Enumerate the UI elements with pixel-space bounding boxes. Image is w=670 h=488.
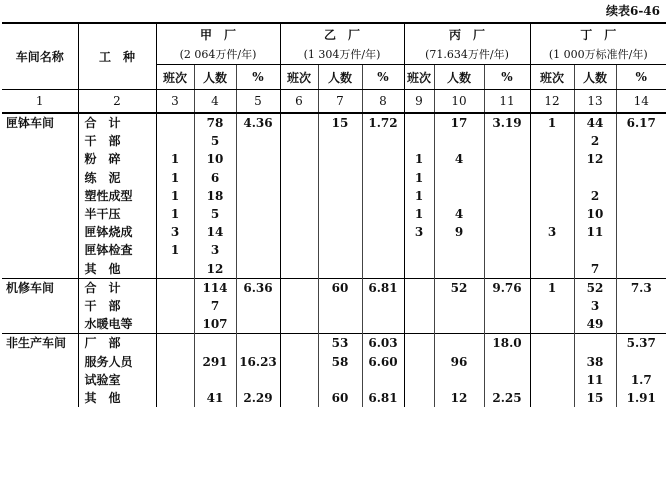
cell-value <box>236 132 280 150</box>
cell-value <box>404 132 434 150</box>
col-number: 7 <box>318 90 362 114</box>
cell-kind: 服务人员 <box>78 352 156 370</box>
header-row-factories <box>2 23 666 44</box>
sub-pct: % <box>616 65 666 90</box>
col-number: 1 <box>2 90 78 114</box>
cell-value <box>362 132 404 150</box>
cell-value <box>530 297 574 315</box>
cell-value <box>404 297 434 315</box>
factory-name-d: 丁 厂 <box>530 23 666 44</box>
cell-value <box>280 371 318 389</box>
cell-value <box>404 352 434 370</box>
cell-kind: 干 部 <box>78 132 156 150</box>
cell-value <box>530 389 574 407</box>
cell-value: 6.03 <box>362 334 404 353</box>
cell-dept <box>2 389 78 407</box>
cell-value: 1 <box>404 187 434 205</box>
cell-value <box>280 278 318 297</box>
cell-value <box>616 352 666 370</box>
cell-value <box>616 241 666 259</box>
sub-shift: 班次 <box>530 65 574 90</box>
cell-value <box>318 169 362 187</box>
cell-dept <box>2 371 78 389</box>
cell-value <box>404 278 434 297</box>
cell-value <box>362 241 404 259</box>
cell-kind: 半干压 <box>78 205 156 223</box>
cell-value <box>574 169 616 187</box>
cell-value <box>280 297 318 315</box>
cell-value: 38 <box>574 352 616 370</box>
col-number: 11 <box>484 90 530 114</box>
cell-value <box>280 132 318 150</box>
table-row <box>2 205 666 223</box>
cell-value: 9.76 <box>484 278 530 297</box>
table-row <box>2 132 666 150</box>
table-row <box>2 371 666 389</box>
cell-kind: 塑性成型 <box>78 187 156 205</box>
cell-value <box>616 205 666 223</box>
cell-value: 3 <box>156 223 194 241</box>
cell-value <box>616 169 666 187</box>
cell-value: 6.60 <box>362 352 404 370</box>
cell-value: 1 <box>156 241 194 259</box>
cell-value <box>318 371 362 389</box>
cell-value <box>484 241 530 259</box>
factory-capacity-d: (1 000万标准件/年) <box>530 44 666 65</box>
cell-value: 3 <box>194 241 236 259</box>
factory-name-a: 甲 厂 <box>156 23 280 44</box>
cell-value <box>318 260 362 279</box>
cell-value <box>280 205 318 223</box>
cell-value: 2 <box>574 187 616 205</box>
cell-value: 6.81 <box>362 278 404 297</box>
cell-value <box>530 260 574 279</box>
cell-value <box>362 223 404 241</box>
cell-value <box>530 315 574 334</box>
header-kind: 工 种 <box>78 23 156 90</box>
cell-value: 11 <box>574 223 616 241</box>
col-number: 6 <box>280 90 318 114</box>
cell-kind: 匣钵检查 <box>78 241 156 259</box>
cell-value <box>318 223 362 241</box>
cell-value: 41 <box>194 389 236 407</box>
cell-value <box>484 205 530 223</box>
cell-dept <box>2 352 78 370</box>
table-row <box>2 315 666 334</box>
cell-value: 1 <box>404 150 434 168</box>
cell-value <box>484 187 530 205</box>
table-row <box>2 241 666 259</box>
cell-value <box>574 241 616 259</box>
cell-value: 18.0 <box>484 334 530 353</box>
table-row <box>2 278 666 297</box>
col-number: 4 <box>194 90 236 114</box>
cell-value <box>484 297 530 315</box>
cell-value <box>236 371 280 389</box>
cell-value <box>156 334 194 353</box>
sub-people: 人数 <box>574 65 616 90</box>
cell-kind: 合 计 <box>78 278 156 297</box>
header-dept: 车间名称 <box>2 23 78 90</box>
cell-value: 12 <box>574 150 616 168</box>
cell-value: 5.37 <box>616 334 666 353</box>
factory-capacity-a: (2 064万件/年) <box>156 44 280 65</box>
table-row <box>2 352 666 370</box>
cell-value: 4 <box>434 205 484 223</box>
cell-value <box>318 150 362 168</box>
cell-value: 2.25 <box>484 389 530 407</box>
cell-value <box>434 169 484 187</box>
col-number: 3 <box>156 90 194 114</box>
cell-kind: 干 部 <box>78 297 156 315</box>
cell-value: 1.7 <box>616 371 666 389</box>
cell-value: 4.36 <box>236 113 280 132</box>
cell-value <box>484 150 530 168</box>
cell-value <box>484 315 530 334</box>
cell-value <box>404 260 434 279</box>
cell-value <box>156 389 194 407</box>
cell-kind: 水暖电等 <box>78 315 156 334</box>
cell-value <box>530 371 574 389</box>
cell-dept: 非生产车间 <box>2 334 78 353</box>
cell-value <box>484 169 530 187</box>
cell-value <box>236 169 280 187</box>
cell-dept <box>2 315 78 334</box>
cell-value: 1 <box>530 113 574 132</box>
cell-value: 2 <box>574 132 616 150</box>
cell-value <box>156 315 194 334</box>
cell-value: 12 <box>434 389 484 407</box>
cell-value: 1.91 <box>616 389 666 407</box>
cell-value <box>530 150 574 168</box>
cell-value <box>156 132 194 150</box>
cell-value: 9 <box>434 223 484 241</box>
table-caption: 续表6-46 <box>605 4 660 18</box>
cell-value <box>280 389 318 407</box>
cell-value <box>434 334 484 353</box>
cell-value <box>434 297 484 315</box>
cell-kind: 粉 碎 <box>78 150 156 168</box>
factory-name-b: 乙 厂 <box>280 23 404 44</box>
cell-value: 114 <box>194 278 236 297</box>
cell-value <box>616 315 666 334</box>
cell-value <box>280 187 318 205</box>
cell-value: 3 <box>530 223 574 241</box>
cell-kind: 厂 部 <box>78 334 156 353</box>
cell-value: 52 <box>574 278 616 297</box>
table-row <box>2 223 666 241</box>
cell-value <box>156 297 194 315</box>
sub-people: 人数 <box>318 65 362 90</box>
cell-value <box>574 334 616 353</box>
cell-value <box>362 150 404 168</box>
cell-value <box>236 334 280 353</box>
cell-dept <box>2 260 78 279</box>
cell-value <box>362 297 404 315</box>
cell-value <box>434 315 484 334</box>
cell-value <box>194 334 236 353</box>
cell-value: 291 <box>194 352 236 370</box>
cell-value: 16.23 <box>236 352 280 370</box>
cell-value <box>156 113 194 132</box>
cell-dept <box>2 132 78 150</box>
cell-value <box>318 205 362 223</box>
cell-value: 44 <box>574 113 616 132</box>
cell-value <box>156 352 194 370</box>
cell-value <box>434 371 484 389</box>
cell-value: 53 <box>318 334 362 353</box>
cell-value <box>236 297 280 315</box>
cell-value <box>404 389 434 407</box>
cell-value: 1.72 <box>362 113 404 132</box>
factory-capacity-b: (1 304万件/年) <box>280 44 404 65</box>
col-number: 2 <box>78 90 156 114</box>
cell-value: 5 <box>194 205 236 223</box>
cell-value: 10 <box>574 205 616 223</box>
cell-value: 4 <box>434 150 484 168</box>
table-row <box>2 297 666 315</box>
staffing-table <box>2 22 666 407</box>
cell-value: 1 <box>156 150 194 168</box>
cell-value: 60 <box>318 389 362 407</box>
cell-value <box>484 223 530 241</box>
cell-value <box>318 241 362 259</box>
cell-value <box>434 187 484 205</box>
cell-value <box>484 352 530 370</box>
cell-value <box>530 187 574 205</box>
cell-value <box>236 205 280 223</box>
cell-dept: 机修车间 <box>2 278 78 297</box>
cell-value <box>530 352 574 370</box>
factory-capacity-c: (71.634万件/年) <box>404 44 530 65</box>
col-number: 12 <box>530 90 574 114</box>
cell-value <box>280 241 318 259</box>
cell-value <box>484 132 530 150</box>
cell-value <box>236 150 280 168</box>
cell-value <box>280 315 318 334</box>
col-number: 10 <box>434 90 484 114</box>
cell-value: 18 <box>194 187 236 205</box>
cell-value <box>484 260 530 279</box>
cell-value <box>616 150 666 168</box>
cell-value: 3 <box>404 223 434 241</box>
cell-value <box>404 334 434 353</box>
cell-value <box>616 297 666 315</box>
cell-value <box>280 169 318 187</box>
sub-shift: 班次 <box>156 65 194 90</box>
sub-pct: % <box>236 65 280 90</box>
table-row <box>2 150 666 168</box>
table-body <box>2 113 666 407</box>
col-number: 9 <box>404 90 434 114</box>
cell-value <box>362 169 404 187</box>
cell-value: 1 <box>156 187 194 205</box>
cell-value: 5 <box>194 132 236 150</box>
cell-value: 7 <box>194 297 236 315</box>
sub-shift: 班次 <box>280 65 318 90</box>
cell-value: 14 <box>194 223 236 241</box>
cell-value: 6.36 <box>236 278 280 297</box>
cell-value <box>318 187 362 205</box>
cell-value <box>236 223 280 241</box>
cell-value <box>404 371 434 389</box>
cell-value <box>318 132 362 150</box>
table-row <box>2 169 666 187</box>
cell-value: 60 <box>318 278 362 297</box>
cell-value: 49 <box>574 315 616 334</box>
sub-people: 人数 <box>194 65 236 90</box>
cell-value: 1 <box>156 205 194 223</box>
cell-value: 7 <box>574 260 616 279</box>
cell-kind: 练 泥 <box>78 169 156 187</box>
cell-value <box>194 371 236 389</box>
cell-value: 12 <box>194 260 236 279</box>
cell-dept: 匣钵车间 <box>6 116 55 131</box>
cell-kind: 试验室 <box>78 371 156 389</box>
cell-value <box>156 371 194 389</box>
cell-kind: 其 他 <box>78 389 156 407</box>
cell-kind: 其 他 <box>78 260 156 279</box>
column-number-row <box>2 90 666 114</box>
col-number: 13 <box>574 90 616 114</box>
cell-value: 1 <box>404 205 434 223</box>
col-number: 8 <box>362 90 404 114</box>
table-row <box>2 187 666 205</box>
cell-value <box>362 371 404 389</box>
cell-value: 11 <box>574 371 616 389</box>
cell-value <box>616 223 666 241</box>
cell-value <box>280 223 318 241</box>
cell-value: 52 <box>434 278 484 297</box>
cell-value <box>236 241 280 259</box>
cell-value <box>318 315 362 334</box>
cell-value: 78 <box>194 113 236 132</box>
cell-value <box>236 315 280 334</box>
cell-value: 15 <box>574 389 616 407</box>
cell-value <box>616 187 666 205</box>
col-number: 5 <box>236 90 280 114</box>
table-row <box>2 113 666 132</box>
cell-value <box>236 260 280 279</box>
cell-value <box>362 205 404 223</box>
cell-value <box>318 297 362 315</box>
cell-value <box>404 113 434 132</box>
cell-value <box>530 169 574 187</box>
cell-value: 6.17 <box>616 113 666 132</box>
cell-value <box>362 260 404 279</box>
cell-value: 107 <box>194 315 236 334</box>
cell-value <box>616 132 666 150</box>
sub-pct: % <box>484 65 530 90</box>
cell-value: 6.81 <box>362 389 404 407</box>
cell-dept <box>2 223 78 241</box>
cell-value: 17 <box>434 113 484 132</box>
cell-value <box>530 205 574 223</box>
cell-value <box>280 352 318 370</box>
cell-dept <box>2 297 78 315</box>
cell-value <box>434 260 484 279</box>
cell-value: 6 <box>194 169 236 187</box>
cell-value: 7.3 <box>616 278 666 297</box>
cell-value <box>530 132 574 150</box>
cell-value: 3.19 <box>484 113 530 132</box>
cell-value <box>362 187 404 205</box>
cell-value <box>362 315 404 334</box>
cell-value: 10 <box>194 150 236 168</box>
cell-dept <box>2 150 78 168</box>
sub-shift: 班次 <box>404 65 434 90</box>
cell-value <box>530 334 574 353</box>
cell-value <box>530 241 574 259</box>
factory-name-c: 丙 厂 <box>404 23 530 44</box>
sub-people: 人数 <box>434 65 484 90</box>
cell-value <box>434 132 484 150</box>
cell-kind: 合 计 <box>78 113 156 132</box>
cell-dept <box>2 241 78 259</box>
cell-value: 1 <box>404 169 434 187</box>
cell-dept <box>2 205 78 223</box>
cell-value: 2.29 <box>236 389 280 407</box>
cell-value: 96 <box>434 352 484 370</box>
cell-value: 1 <box>156 169 194 187</box>
table-row <box>2 334 666 353</box>
cell-kind: 匣钵烧成 <box>78 223 156 241</box>
sub-pct: % <box>362 65 404 90</box>
cell-value <box>280 113 318 132</box>
cell-value: 3 <box>574 297 616 315</box>
cell-value <box>280 260 318 279</box>
cell-value <box>404 241 434 259</box>
cell-value <box>156 278 194 297</box>
col-number: 14 <box>616 90 666 114</box>
cell-value <box>434 241 484 259</box>
cell-value <box>156 260 194 279</box>
cell-dept <box>2 187 78 205</box>
cell-value <box>484 371 530 389</box>
cell-value <box>280 150 318 168</box>
cell-value: 1 <box>530 278 574 297</box>
table-row <box>2 389 666 407</box>
table-row <box>2 260 666 279</box>
cell-value <box>236 187 280 205</box>
cell-value <box>616 260 666 279</box>
cell-value: 58 <box>318 352 362 370</box>
cell-value <box>280 334 318 353</box>
cell-dept <box>2 169 78 187</box>
cell-value <box>404 315 434 334</box>
cell-value: 15 <box>318 113 362 132</box>
